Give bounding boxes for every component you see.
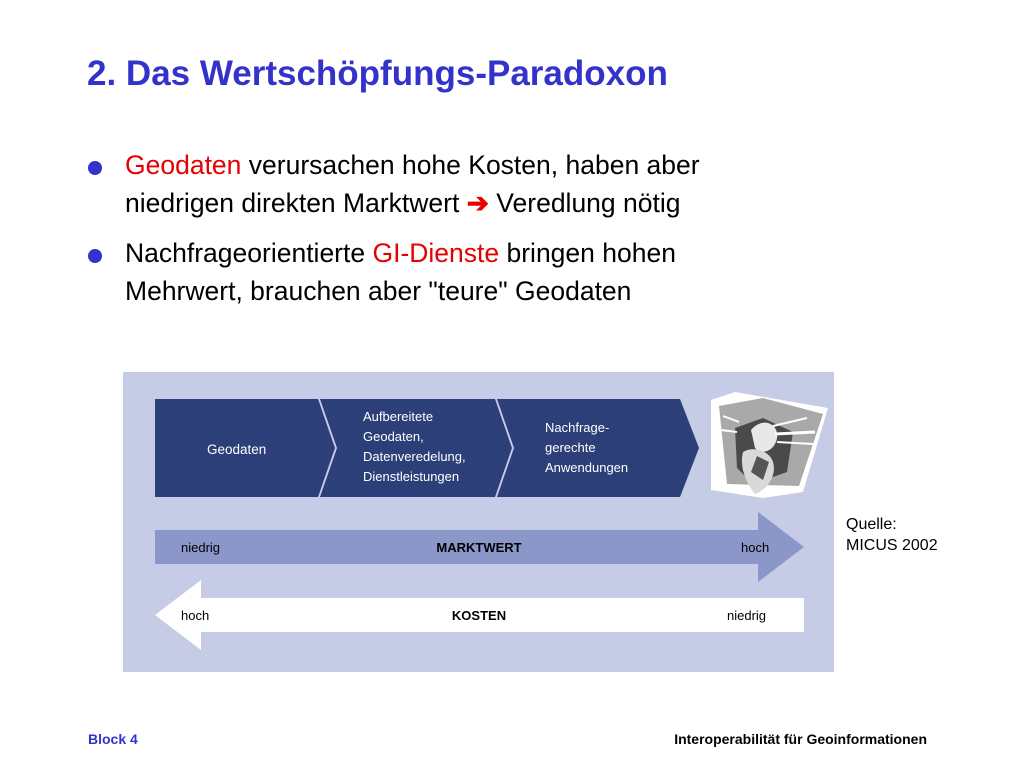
marktwert-right-label: hoch (741, 540, 770, 555)
bullet-1-highlight: Geodaten (125, 150, 242, 180)
bullet-dot-icon (88, 249, 102, 263)
marktwert-left-label: niedrig (181, 540, 221, 555)
bullet-2-text-part1: Nachfrageorientierte (125, 238, 373, 268)
marktwert-center-label: MARKTWERT (436, 540, 522, 555)
chevron-2-line-3: Datenveredelung, (363, 449, 466, 464)
arrow-right-icon: ➔ (466, 188, 489, 218)
chevron-3-line-1: Nachfrage- (545, 420, 610, 435)
kosten-center-label: KOSTEN (451, 608, 507, 623)
chevron-3-line-3: Anwendungen (545, 460, 629, 475)
bullet-1-text-part1: verursachen hohe Kosten, haben aber (241, 150, 700, 180)
slide-title: 2. Das Wertschöpfungs-Paradoxon (87, 54, 668, 93)
bullet-list (88, 146, 888, 322)
value-chain-diagram (123, 372, 834, 672)
bullet-item-2 (88, 234, 888, 310)
bullet-1-text-part2: niedrigen direkten Marktwert (125, 188, 467, 218)
footer-block-label: Block 4 (88, 731, 138, 747)
chevron-1-label: Geodaten (207, 442, 267, 457)
bullet-2-text-part3: Mehrwert, brauchen aber "teure" Geodaten (125, 276, 632, 306)
bullet-1-text-part3: Veredlung nötig (488, 188, 681, 218)
bullet-2-highlight: GI-Dienste (372, 238, 500, 268)
kosten-right-label: niedrig (727, 608, 767, 623)
kosten-left-label: hoch (181, 608, 210, 623)
chevron-2-line-2: Geodaten, (363, 429, 424, 444)
bullet-dot-icon (88, 161, 102, 175)
bullet-item-1 (88, 146, 888, 222)
source-reference: MICUS 2002 (846, 537, 938, 554)
bullet-2-text-part2: bringen hohen (499, 238, 676, 268)
chevron-3-line-2: gerechte (545, 440, 596, 455)
footer-course-title: Interoperabilität für Geoinformationen (674, 731, 927, 747)
chevron-2-line-4: Dienstleistungen (363, 469, 460, 484)
chevron-2-line-1: Aufbereitete (363, 409, 434, 424)
source-label: Quelle: (846, 516, 897, 533)
source-citation (846, 514, 938, 556)
